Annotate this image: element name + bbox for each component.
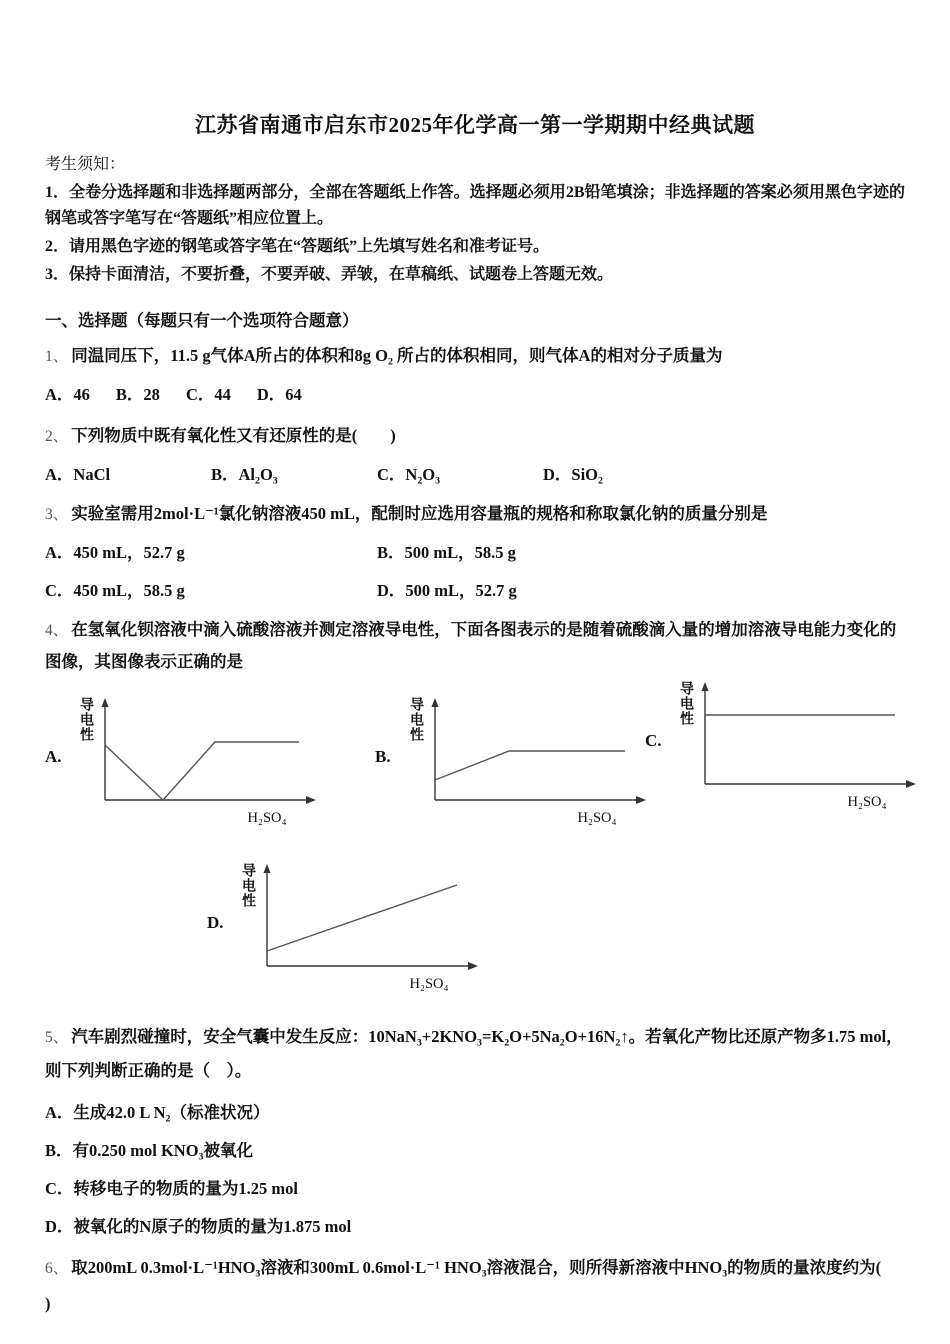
q1-option-d: D．64 <box>256 385 302 404</box>
graph-d-y-axis-label: 导电性 <box>240 863 255 908</box>
question-4-text-line2: 图像，其图像表示正确的是 <box>45 652 243 671</box>
question-3-text: 实验室需用2mol·L⁻¹氯化钠溶液450 mL，配制时应选用容量瓶的规格和称取氯化钠的质量分别是 <box>71 504 768 523</box>
question-5-text-line2: 则下列判断正确的是（ ）。 <box>45 1061 252 1080</box>
q1-option-b: B．28 <box>115 385 160 404</box>
graph-a-x-axis-label: H₂SO₄ <box>247 810 287 826</box>
graph-a-y-axis-label: 导电性 <box>78 697 93 742</box>
graph-c-y-axis-label: 导电性 <box>678 681 693 726</box>
q3-option-b: B．500 mL，58.5 g <box>377 543 516 562</box>
question-5-text-line1: 汽车剧烈碰撞时，安全气囊中发生反应：10NaN₃+2KNO₃=K₂O+5Na₂O+16N₂↑。若氧化产物比还原产物多1.75 mol， <box>71 1027 903 1046</box>
q2-option-c: C．N₂O₃ <box>377 465 441 484</box>
graph-a-plot <box>97 695 329 827</box>
question-6-text-line1: 取200mL 0.3mol·L⁻¹HNO₃溶液和300mL 0.6mol·L⁻¹ HNO₃溶液混合，则所得新溶液中HNO₃的物质的量浓度约为( <box>71 1258 882 1277</box>
graph-a <box>45 695 337 840</box>
graph-d-plot <box>259 861 491 993</box>
graph-b-label: B. <box>375 747 391 766</box>
question-3-options-row-1 <box>45 540 905 566</box>
q4-graph-d-row <box>45 861 905 1011</box>
q5-option-d: D．被氧化的N原子的物质的量为1.875 mol <box>45 1217 352 1236</box>
question-4-number: 4、 <box>45 622 69 639</box>
question-2-number: 2、 <box>45 428 69 445</box>
question-3-number: 3、 <box>45 506 69 523</box>
question-5-text-line2-wrap <box>45 1057 905 1084</box>
q1-option-a: A．46 <box>45 385 90 404</box>
q3-option-c: C．450 mL，58.5 g <box>45 581 185 600</box>
graph-c-label: C. <box>645 731 662 750</box>
notice-heading: 考生须知： <box>45 156 126 173</box>
graph-d-x-axis-label: H₂SO₄ <box>409 976 449 992</box>
notice-item-2: 2．请用黑色字迹的钢笔或答字笔在“答题纸”上先填写姓名和准考证号。 <box>45 238 550 255</box>
section-heading: 一、选择题（每题只有一个选项符合题意） <box>45 311 359 330</box>
notice-item-1: 1．全卷分选择题和非选择题两部分，全部在答题纸上作答。选择题必须用2B铅笔填涂；非选择题的答案必须用黑色字迹的钢笔或答字笔写在“答题纸”相应位置上。 <box>45 184 905 227</box>
conductivity-curve-d <box>267 885 457 951</box>
question-2-options <box>45 462 905 488</box>
question-4-text-line1: 在氢氧化钡溶液中滴入硫酸溶液并测定溶液导电性，下面各图表示的是随着硫酸滴入量的增加溶液导电能力变化的 <box>71 620 897 639</box>
question-1 <box>45 342 905 370</box>
q2-option-d: D．SiO₂ <box>543 465 603 484</box>
question-1-options <box>45 382 905 408</box>
q1-option-c: C．44 <box>185 385 231 404</box>
graph-b-x-axis-label: H₂SO₄ <box>577 810 617 826</box>
question-5-number: 5、 <box>45 1029 69 1046</box>
graph-b <box>375 695 667 840</box>
question-4 <box>45 616 905 644</box>
q2-option-a: A．NaCl <box>45 465 111 484</box>
question-4-text-line2-wrap <box>45 648 905 675</box>
graph-d <box>207 861 499 1006</box>
conductivity-curve-a <box>105 742 299 800</box>
question-3-options-row-2 <box>45 578 905 604</box>
graph-c-x-axis-label: H₂SO₄ <box>847 794 887 810</box>
q4-graphs-row <box>45 679 905 837</box>
question-3 <box>45 500 905 528</box>
graph-c <box>645 679 937 824</box>
question-1-number: 1、 <box>45 348 69 365</box>
conductivity-curve-b <box>435 751 625 780</box>
question-6 <box>45 1254 905 1282</box>
graph-c-plot <box>697 679 929 811</box>
question-2-text: 下列物质中既有氧化性又有还原性的是( ) <box>71 426 396 445</box>
question-5 <box>45 1023 905 1051</box>
graph-b-plot <box>427 695 659 827</box>
graph-b-y-axis-label: 导电性 <box>408 697 423 742</box>
q5-option-a: A．生成42.0 L N₂（标准状况） <box>45 1103 270 1122</box>
q3-option-d: D．500 mL，52.7 g <box>377 581 517 600</box>
q2-option-b: B．Al₂O₃ <box>211 465 278 484</box>
page-title: 江苏省南通市启东市2025年化学高一第一学期期中经典试题 <box>195 113 755 137</box>
question-6-text-line2: ) <box>45 1294 51 1313</box>
question-6-number: 6、 <box>45 1260 69 1277</box>
notice-section <box>45 152 905 288</box>
q3-option-a: A．450 mL，52.7 g <box>45 543 185 562</box>
q5-option-c: C．转移电子的物质的量为1.25 mol <box>45 1179 298 1198</box>
graph-d-label: D. <box>207 913 224 932</box>
graph-a-label: A. <box>45 747 62 766</box>
question-1-text: 同温同压下，11.5 g气体A所占的体积和8g O₂ 所占的体积相同，则气体A的相对分子质量为 <box>71 346 723 365</box>
question-2 <box>45 422 905 450</box>
notice-item-3: 3．保持卡面清洁，不要折叠，不要弄破、弄皱，在草稿纸、试题卷上答题无效。 <box>45 266 614 283</box>
question-6-text-line2-wrap <box>45 1290 905 1317</box>
q5-option-b: B．有0.250 mol KNO₃被氧化 <box>45 1141 253 1160</box>
